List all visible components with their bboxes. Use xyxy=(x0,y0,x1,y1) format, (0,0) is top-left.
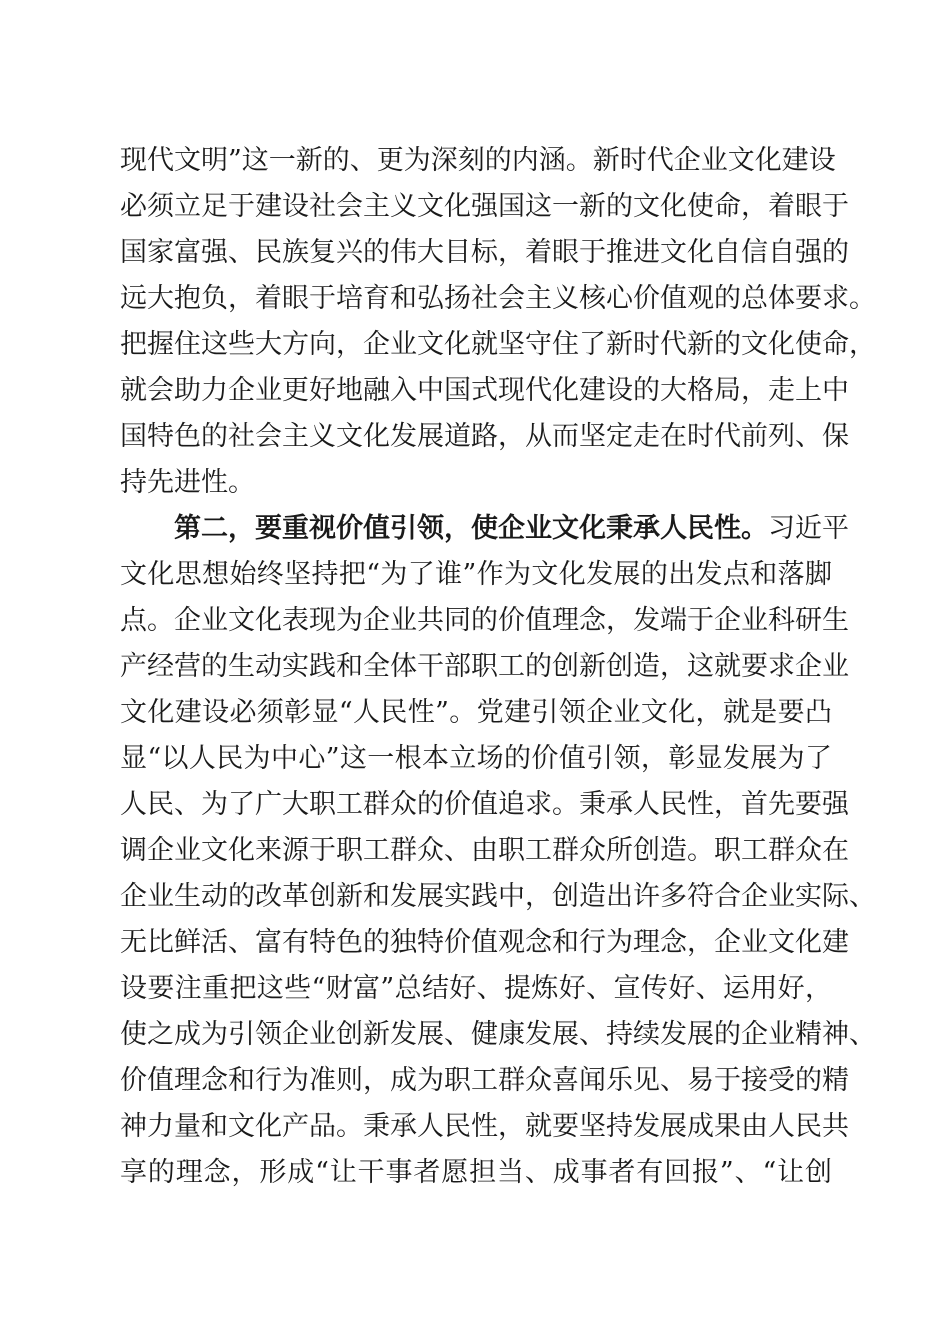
paragraph-2-line: 显“以人民为中心”这一根本立场的价值引领，彰显发展为了 xyxy=(120,743,832,774)
paragraph-2-line: 文化思想始终坚持把“为了谁”作为文化发展的出发点和落脚 xyxy=(120,559,832,590)
paragraph-2-line: 使之成为引领企业创新发展、健康发展、持续发展的企业精神、 xyxy=(120,1019,876,1050)
paragraph-1-line: 国特色的社会主义文化发展道路，从而坚定走在时代前列、保 xyxy=(120,421,849,452)
paragraph-2-first-line xyxy=(120,506,849,552)
paragraph-2-line: 点。企业文化表现为企业共同的价值理念，发端于企业科研生 xyxy=(120,605,849,636)
paragraph-1-line: 把握住这些大方向，企业文化就坚守住了新时代新的文化使命， xyxy=(120,329,876,360)
paragraph-2-line: 设要注重把这些“财富”总结好、提炼好、宣传好、运用好， xyxy=(120,973,832,1004)
paragraph-2-line: 产经营的生动实践和全体干部职工的创新创造，这就要求企业 xyxy=(120,651,849,682)
section-heading: 第二，要重视价值引领，使企业文化秉承人民性。 xyxy=(174,513,768,544)
paragraph-2-line: 企业生动的改革创新和发展实践中，创造出许多符合企业实际、 xyxy=(120,881,876,912)
body-text xyxy=(120,138,876,1196)
paragraph-1-line: 持先进性。 xyxy=(120,467,255,498)
paragraph-2-line: 无比鲜活、富有特色的独特价值观念和行为理念，企业文化建 xyxy=(120,927,849,958)
paragraph-1-line: 就会助力企业更好地融入中国式现代化建设的大格局，走上中 xyxy=(120,375,849,406)
paragraph-2-line: 价值理念和行为准则，成为职工群众喜闻乐见、易于接受的精 xyxy=(120,1065,849,1096)
paragraph-1-line: 必须立足于建设社会主义文化强国这一新的文化使命，着眼于 xyxy=(120,191,849,222)
paragraph-2-line: 调企业文化来源于职工群众、由职工群众所创造。职工群众在 xyxy=(120,835,849,866)
paragraph-1-line: 现代文明”这一新的、更为深刻的内涵。新时代企业文化建设 xyxy=(120,145,836,176)
paragraph-1-line: 国家富强、民族复兴的伟大目标，着眼于推进文化自信自强的 xyxy=(120,237,849,268)
paragraph-1-line: 远大抱负，着眼于培育和弘扬社会主义核心价值观的总体要求。 xyxy=(120,283,876,314)
paragraph-2-line: 文化建设必须彰显“人民性”。党建引领企业文化，就是要凸 xyxy=(120,697,832,728)
paragraph-2-line: 神力量和文化产品。秉承人民性，就要坚持发展成果由人民共 xyxy=(120,1111,849,1142)
paragraph-2-line: 人民、为了广大职工群众的价值追求。秉承人民性，首先要强 xyxy=(120,789,849,820)
paragraph-2-line: 享的理念，形成“让干事者愿担当、成事者有回报”、“让创 xyxy=(120,1157,832,1188)
paragraph-2-first-line-text: 习近平 xyxy=(768,513,849,544)
